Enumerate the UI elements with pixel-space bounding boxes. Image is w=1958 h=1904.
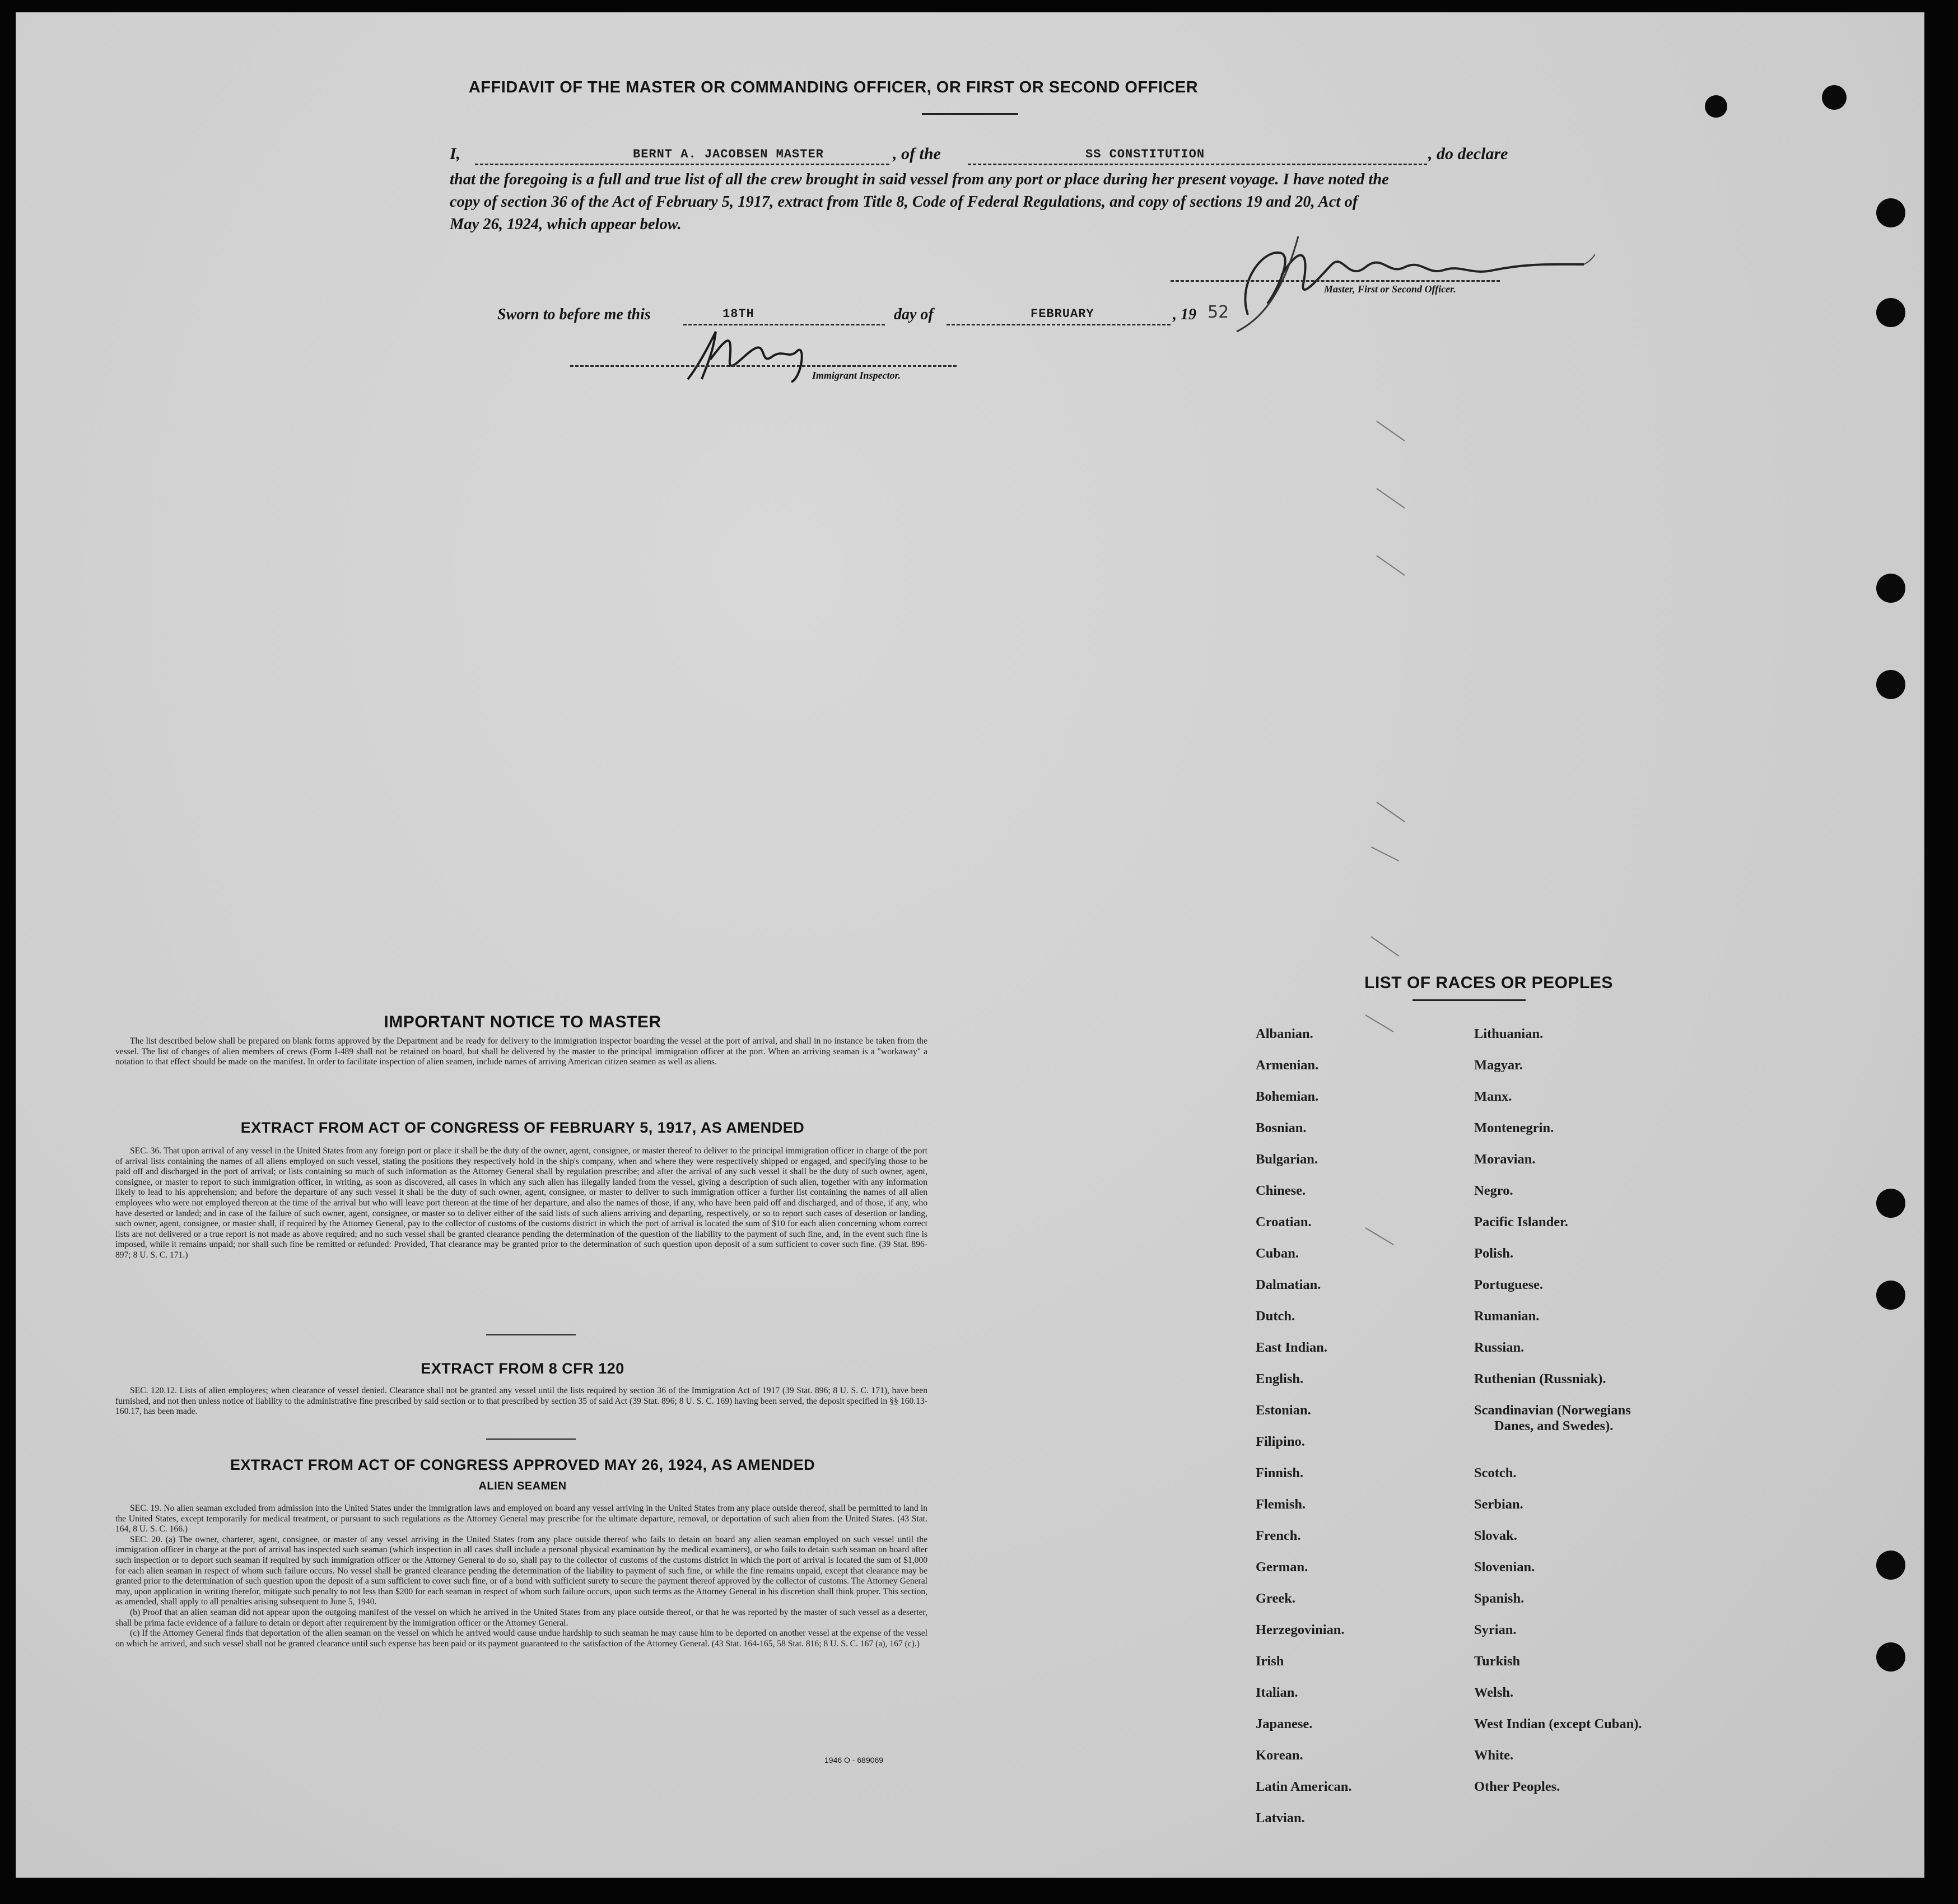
race-item: Spanish. [1474,1591,1525,1606]
affidavit-body-line-3: copy of section 36 of the Act of February 5, 1917, extract from Title 8, Code of Federal Regulations, and copy of sections 19 and 20, Act of [450,193,1358,211]
race-item: Estonian. [1256,1403,1311,1418]
inspector-signature [677,326,822,388]
race-item: Moravian. [1474,1152,1536,1167]
race-item: Korean. [1256,1748,1303,1763]
punch-hole [1876,574,1905,603]
notice-text [115,1036,927,1068]
race-item: Irish [1256,1654,1284,1669]
race-item: Finnish. [1256,1465,1304,1481]
sworn-day-value: 18TH [722,307,754,321]
affidavit-do-declare: , do declare [1428,145,1508,163]
punch-hole [1876,198,1905,227]
race-item: Latvian. [1256,1810,1305,1826]
race-item: Albanian. [1256,1026,1313,1041]
race-item: Ruthenian (Russniak). [1474,1371,1606,1386]
master-caption: Master, First or Second Officer. [1324,283,1456,295]
punch-hole [1876,1281,1905,1310]
race-item: Pacific Islander. [1474,1214,1568,1230]
race-item: West Indian (except Cuban). [1474,1716,1642,1731]
race-item: Magyar. [1474,1058,1523,1073]
master-name-line [475,164,889,165]
extract-8cfr-text [115,1386,927,1417]
affidavit-body-line-2: that the foregoing is a full and true list of all the crew brought in said vessel from any port or place during her present voyage. I have noted the [450,171,1389,188]
extract-1917-text [115,1146,927,1261]
extract-1917-title: EXTRACT FROM ACT OF CONGRESS OF FEBRUARY 5, 1917, AS AMENDED [240,1119,805,1136]
sworn-year-prefix: , 19 [1173,306,1196,323]
notice-paragraph: The list described below shall be prepared on blank forms approved by the Department and be ready for delivery to the immigration inspector boarding the vessel at the port of arrival, and shall in no instance be taken from the vessel. The list of changes of alien members of crews (Form I-489 shall not be retained on board, but shall be delivered by the master to the principal immigration officer at the port. When an arriving seaman is a "workaway" a notation to that effect should be made on the manifest. In order to facilitate inspection of alien seamen, include names of arriving American citizen seamen as well as aliens. [115,1036,927,1067]
sworn-month-line [947,324,1171,325]
sec-20b-paragraph: (b) Proof that an alien seaman did not appear upon the outgoing manifest of the vessel on which he arrived in the United States from any place outside thereof, or that he was reported by the master of such vessel as a deserter, shall be prima facie evidence of a failure to detain or deport after requirement by the immigration officer or the Attorney General. [115,1607,927,1628]
race-item: Polish. [1474,1246,1514,1261]
race-item: Cuban. [1256,1246,1299,1261]
inspector-caption: Immigrant Inspector. [812,370,901,381]
affidavit-body-line-4: May 26, 1924, which appear below. [450,216,682,233]
punch-hole [1876,670,1905,699]
sworn-day-of: day of [894,306,934,323]
divider [486,1334,576,1335]
race-item: Turkish [1474,1654,1521,1669]
sworn-label: Sworn to before me this [497,306,651,323]
race-item: Flemish. [1256,1497,1306,1512]
race-item: Portuguese. [1474,1277,1544,1292]
race-item: East Indian. [1256,1340,1328,1355]
affidavit-i: I, [450,145,461,163]
inspector-signature-line [570,365,957,367]
punch-hole [1876,1642,1905,1672]
race-item: Herzegovinian. [1256,1622,1345,1637]
sec-36-paragraph: SEC. 36. That upon arrival of any vessel in the United States from any foreign port or place it shall be the duty of the owner, agent, consignee, or master thereof to deliver to the principal immigration officer in charge of the port of arrival lists containing the names of all aliens employed on such vessel, stating the positions they respectively hold in the ship's company, when and where they were respectively shipped or engaged, and specifying those to be paid off and discharged in the port of arrival; or lists containing so much of such information as the Attorney General shall by regulation prescribe; and after the arrival of any such vessel it shall be the duty of such owner, agent, consignee, or master to report to such immigration officer, in writing, as soon as discovered, all cases in which any such alien has illegally landed from the vessel, giving a description of such alien, together with any information likely to lead to his apprehension; and before the departure of any such vessel it shall be the duty of such owner, agent, consignee, or master to deliver to such immigration officer a further list containing the names of all alien employees who were not employed thereon at the time of the arrival but who will leave port thereon at the time of her departure, and also the names of those, if any, who have been paid off and discharged, and of those, if any, who have deserted or landed; and in case of the failure of such owner, agent, consignee, or master so to deliver either of the said lists of such aliens arriving and departing, respectively, or so to report such cases of desertion or landing, such owner, agent, consignee, or master shall, if required by the Attorney General, pay to the collector of customs of the customs district in which the port of arrival is located the sum of $10 for each alien concerning whom correct lists are not delivered or a true report is not made as above required; and no such vessel shall be granted clearance pending the determination of the question of the liability to the payment of such fine, and, in the event such fine is imposed, while it remains unpaid; nor shall such fine be remitted or refunded: Provided, That clearance may be granted prior to the determination of such question upon deposit of a sum sufficient to cover such fine. (39 Stat. 896-897; 8 U. S. C. 171.) [115,1146,927,1260]
sec-20c-paragraph: (c) If the Attorney General finds that deportation of the alien seaman on the vessel on which he arrived would cause undue hardship to such seaman he may cause him to be deported on another vessel at the expense of the vessel on which he arrived, and such vessel shall not be granted clearance until such expense has been paid or its payment guaranteed to the satisfaction of the Attorney General. (43 Stat. 164-165, 58 Stat. 816; 8 U. S. C. 167 (a), 167 (c).) [115,1628,927,1649]
punch-hole [1876,298,1905,327]
race-item: White. [1474,1748,1514,1763]
race-item: Croatian. [1256,1214,1312,1230]
race-item: Slovenian. [1474,1559,1535,1575]
extract-1924-text [115,1503,927,1649]
race-item: Scandinavian (Norwegians [1474,1403,1631,1418]
race-item: Filipino. [1256,1434,1305,1449]
extract-1924-title: EXTRACT FROM ACT OF CONGRESS APPROVED MAY 26, 1924, AS AMENDED [230,1456,815,1473]
sec-19-paragraph: SEC. 19. No alien seaman excluded from admission into the United States under the immigration laws and employed on board any vessel arriving in the United States from any place outside thereof, shall be permitted to land in the United States, except temporarily for medical treatment, or pursuant to such regulations as the Attorney General may prescribe for the ultimate departure, removal, or deportation of such alien from the United States. (43 Stat. 164, 8 U. S. C. 166.) [115,1503,927,1534]
race-item: Serbian. [1474,1497,1523,1512]
punch-hole [1705,95,1727,118]
punch-hole [1876,1551,1905,1580]
race-item: Greek. [1256,1591,1295,1606]
race-item: Lithuanian. [1474,1026,1544,1041]
affidavit-title: AFFIDAVIT OF THE MASTER OR COMMANDING OFFICER, OR FIRST OR SECOND OFFICER [468,78,1199,96]
sec-120-12-paragraph: SEC. 120.12. Lists of alien employees; when clearance of vessel denied. Clearance shall not be granted any vessel until the lists required by section 36 of the Immigration Act of 1917 (39 Stat. 896; 8 U. S. C. 171), have been furnished, and not then unless notice of liability to the administrative fine prescribed by said section or to that prescribed by section 35 of said Act (39 Stat. 896; 8 U. S. C. 169) having been served, the deposit specified in §§ 160.13-160.17, has been made. [115,1386,927,1417]
race-item: Scotch. [1474,1465,1517,1481]
race-item: Negro. [1474,1183,1513,1198]
race-item: Dalmatian. [1256,1277,1321,1292]
master-name-value: BERNT A. JACOBSEN MASTER [633,147,824,161]
race-item: French. [1256,1528,1301,1543]
sworn-day-line [683,324,885,325]
extract-1924-subtitle: ALIEN SEAMEN [478,1480,567,1492]
stray-marks [1349,404,1461,1357]
race-item: English. [1256,1371,1304,1386]
print-code: 1946 O - 689069 [824,1756,884,1765]
race-item: Bulgarian. [1256,1152,1318,1167]
master-signature-line [1171,280,1500,282]
race-item: Italian. [1256,1685,1298,1700]
race-item: Latin American. [1256,1779,1352,1794]
race-item: Rumanian. [1474,1309,1540,1324]
races-title: LIST OF RACES OR PEOPLES [1364,974,1613,992]
race-item: German. [1256,1559,1308,1575]
race-item: Slovak. [1474,1528,1517,1543]
race-item: Other Peoples. [1474,1779,1560,1794]
race-item: Welsh. [1474,1685,1514,1700]
race-item: Japanese. [1256,1716,1313,1731]
extract-8cfr-title: EXTRACT FROM 8 CFR 120 [421,1360,624,1377]
race-item: Armenian. [1256,1058,1319,1073]
race-item: Dutch. [1256,1309,1295,1324]
title-underline [922,113,1018,115]
race-item: Chinese. [1256,1183,1306,1198]
race-item: Russian. [1474,1340,1525,1355]
vessel-name-line [968,164,1427,165]
master-signature [1214,214,1595,337]
document-page [16,12,1924,1878]
race-item: Manx. [1474,1089,1512,1104]
race-item: Montenegrin. [1474,1120,1554,1135]
punch-hole [1876,1189,1905,1218]
notice-title: IMPORTANT NOTICE TO MASTER [384,1013,661,1031]
sworn-month-value: FEBRUARY [1031,307,1094,321]
race-item: Danes, and Swedes). [1494,1418,1614,1433]
divider [486,1439,576,1440]
sec-20a-paragraph: SEC. 20. (a) The owner, charterer, agent, consignee, or master of any vessel arriving in the United States from any place outside thereof who fails to detain on board any alien seaman employed on such vessel until the immigration officer in charge at the port of arrival has inspected such seaman (which inspection in all cases shall include a personal physical examination by the medical examiners), or who fails to detain such seaman on board after such inspection or to deport such seaman if required by such immigration officer or the Attorney General to do so, shall pay to the collector of customs of the customs district in which the port of arrival is located the sum of $1,000 for each alien seaman in respect of whom such failure occurs. No vessel shall be granted clearance pending the determination of the liability to payment of such fine, or while the fine remains unpaid, except that clearance may be granted prior to the determination of such question upon the deposit of a sum sufficient to cover such fine, or of a bond with sufficient surety to secure the payment thereof approved by the collector of customs. The Attorney General may, upon application in writing therefor, mitigate such penalty to not less than $200 for each seaman in respect of whom such failure occurs, upon such terms as the Attorney General in his discretion shall think proper. This section, as amended, shall apply to all penalties arising subsequent to June 5, 1940. [115,1534,927,1607]
vessel-name-value: SS CONSTITUTION [1085,147,1205,161]
sworn-year-suffix: 52 [1208,302,1229,322]
punch-hole [1822,85,1847,110]
affidavit-of-the: , of the [893,145,941,163]
race-item: Syrian. [1474,1622,1517,1637]
race-item: Bosnian. [1256,1120,1307,1135]
race-item: Bohemian. [1256,1089,1319,1104]
